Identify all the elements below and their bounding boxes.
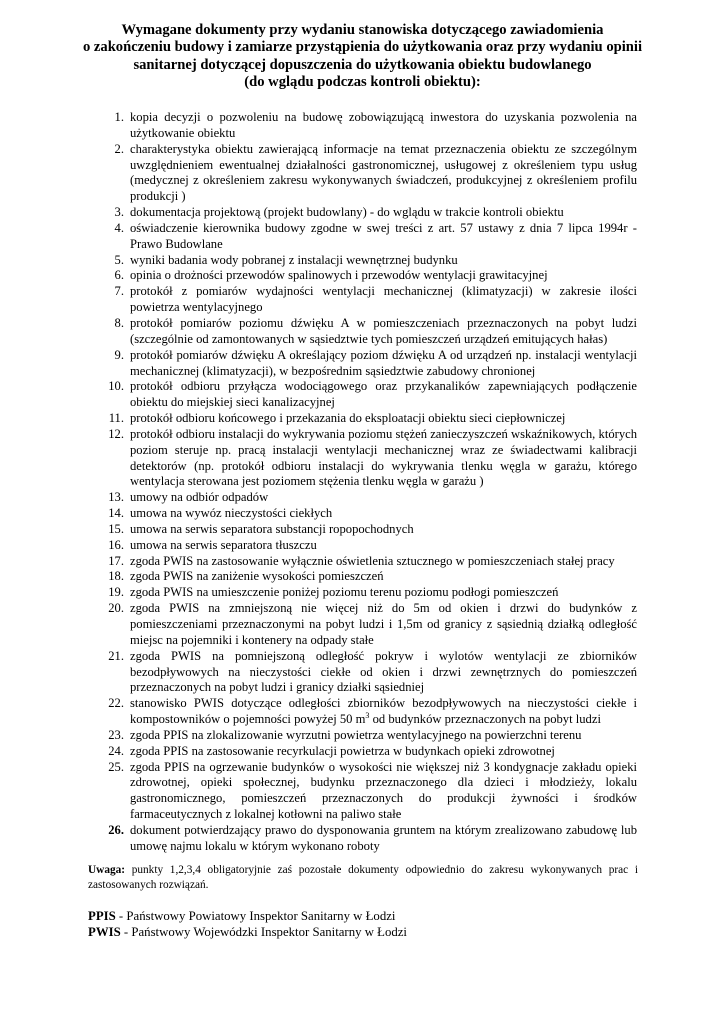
item-text: protokół pomiarów dźwięku A określający poziom dźwięku A od urządzeń np. instalacji wentylacji mechanicznej (klimatyzacji), w bezpośrednim sąsiedztwie zabudowy chronionej (130, 347, 637, 378)
list-item (0, 569, 637, 585)
list-item (0, 205, 637, 221)
item-number: 6. (114, 268, 124, 283)
item-text: zgoda PWIS na pomniejszoną odległość pokryw i wylotów wentylacji ze zbiorników bezodpływowych na nieczystości ciekłe od okien i drzwi zewnętrznych do pomieszczeń przeznaczonych na pobyt ludzi i granicy działki sąsiedniej (130, 648, 637, 695)
list-item (0, 284, 637, 316)
item-text: zgoda PWIS na zaniżenie wysokości pomieszczeń (130, 569, 384, 584)
item-text: dokumentacja projektową (projekt budowlany) - do wglądu w trakcie kontroli obiektu (130, 205, 564, 220)
item-text: zgoda PPIS na zlokalizowanie wyrzutni powietrza wentylacyjnego na powierzchni terenu (130, 727, 582, 742)
item-number: 21. (108, 648, 124, 663)
list-item (0, 522, 637, 538)
legend-desc: - Państwowy Powiatowy Inspektor Sanitarny w Łodzi (115, 909, 396, 923)
item-text: protokół odbioru instalacji do wykrywania poziomu stężeń zanieczyszczeń wskaźnikowych, których poziom steruje np. pracą instalacji wentylacji mechanicznej wraz ze świadectwami kalibracji detektorów (np. protokół odbioru instalacji do wykrywania tlenku węgla w garażu, którego wentylacja sterowana jest poziomem stężenia tlenku węgla w garażu ) (130, 426, 637, 489)
item-number: 9. (114, 347, 124, 362)
item-text: umowy na odbiór odpadów (130, 490, 269, 505)
list-item (0, 506, 637, 522)
list-item (0, 348, 637, 380)
item-text: protokół z pomiarów wydajności wentylacji mechanicznej (klimatyzacji) w zakresie ilości powietrza wentylacyjnego (130, 284, 637, 315)
item-text: zgoda PPIS na ogrzewanie budynków o wysokości nie większej niż 3 kondygnacje zakładu opieki zdrowotnej, opieki społecznej, budynku przeznaczonego dla dzieci i młodzieży, lokalu gastronomicznego, pomieszczeń przeznaczonych do produkcji żywności i środków farmaceutycznych z lokalnej kotłowni na paliwo stałe (130, 759, 637, 822)
item-number: 19. (108, 585, 124, 600)
list-item (0, 411, 637, 427)
item-text: protokół odbioru przyłącza wodociągowego oraz przykanalików zapewniających podłączenie obiektu do miejskiej sieci kanalizacyjnej (130, 379, 637, 410)
note-label: Uwaga: (88, 864, 126, 876)
item-number: 1. (114, 110, 124, 124)
list-item (0, 744, 637, 760)
item-text: oświadczenie kierownika budowy zgodne w swej treści z art. 57 ustawy z dnia 7 lipca 1994r - Prawo Budowlane (130, 220, 637, 251)
list-item (0, 554, 637, 570)
list-item (0, 490, 637, 506)
item-number: 2. (114, 141, 124, 156)
item-text: wyniki badania wody pobranej z instalacji wewnętrznej budynku (130, 252, 458, 267)
abbreviations-legend (88, 908, 407, 940)
page-title (60, 22, 665, 92)
item-number: 4. (114, 220, 124, 235)
item-number: 10. (108, 379, 124, 394)
item-text: charakterystyka obiektu zawierającą informacje na temat przeznaczenia obiektu ze szczególnym uwzględnieniem ewentualnej działalności gastronomicznej, usługowej z określeniem typu usług (medycznej z określeniem zakresu wykonywanych świadczeń, produkcyjnej z określeniem profilu produkcji ) (130, 141, 637, 204)
list-item (0, 427, 637, 490)
item-text-part: stanowisko PWIS dotyczące odległości zbiorników bezodpływowych na nieczystości ciekłe i kompostowników o pojemności powyżej 50 m (130, 696, 637, 727)
item-number: 18. (108, 569, 124, 584)
legend-entry (88, 924, 407, 940)
list-item (0, 379, 637, 411)
required-documents-list (0, 110, 725, 855)
item-number: 24. (108, 743, 124, 758)
title-line-3: sanitarnej dotyczącej dopuszczenia do użytkowania obiektu budowlanego (133, 56, 592, 73)
item-number: 11. (108, 411, 124, 426)
item-number: 22. (108, 696, 124, 711)
item-text: umowa na serwis separatora substancji ropopochodnych (130, 521, 414, 536)
item-text: protokół odbioru końcowego i przekazania do eksploatacji obiektu sieci ciepłowniczej (130, 411, 566, 426)
title-line-2: o zakończeniu budowy i zamiarze przystąpienia do użytkowania oraz przy wydaniu opinii (82, 39, 643, 56)
list-item (0, 823, 637, 855)
list-item (0, 253, 637, 269)
item-number: 3. (114, 205, 124, 220)
title-line-4: (do wglądu podczas kontroli obiektu): (244, 74, 481, 91)
item-text: kopia decyzji o pozwoleniu na budowę zobowiązującą inwestora do uzyskania pozwolenia na użytkowanie obiektu (130, 110, 637, 140)
legend-abbr: PWIS (88, 925, 121, 939)
item-text: umowa na serwis separatora tłuszczu (130, 537, 317, 552)
item-text: zgoda PWIS na umieszczenie poniżej poziomu terenu poziomu podłogi pomieszczeń (130, 585, 559, 600)
superscript: 3 (365, 710, 370, 720)
list-item (0, 728, 637, 744)
note-text: punkty 1,2,3,4 obligatoryjnie zaś pozostałe dokumenty odpowiednio do zakresu wykonywanych prac i zastosowanych rozwiązań. (88, 864, 638, 891)
list-item (0, 110, 637, 142)
item-number: 20. (108, 601, 124, 616)
item-text: zgoda PWIS na zmniejszoną nie więcej niż do 5m od okien i drzwi do budynków z pomieszczeniami przeznaczonymi na pobyt ludzi i 1,5m od granicy z sąsiednią działką odległość miejsc na pojemniki i kontenery na odpady stałe (130, 601, 637, 647)
legend-entry (88, 908, 407, 924)
item-number: 5. (114, 252, 124, 267)
item-text: umowa na wywóz nieczystości ciekłych (130, 506, 333, 521)
item-number: 8. (114, 315, 124, 330)
list-item (0, 268, 637, 284)
note (88, 863, 638, 892)
item-number: 15. (108, 521, 124, 536)
list-item (0, 142, 637, 205)
item-number: 14. (108, 506, 124, 521)
item-number: 26. (108, 822, 124, 837)
legend-abbr: PPIS (88, 909, 116, 923)
item-text (130, 696, 637, 726)
item-text: zgoda PPIS na zastosowanie recyrkulacji powietrza w budynkach opieki zdrowotnej (130, 743, 555, 758)
list-item (0, 538, 637, 554)
list-item (0, 649, 637, 697)
list-item (0, 601, 637, 649)
item-number: 17. (108, 553, 124, 568)
legend-desc: - Państwowy Wojewódzki Inspektor Sanitarny w Łodzi (120, 925, 407, 939)
list-item (0, 585, 637, 601)
item-number: 13. (108, 490, 124, 505)
list-item (0, 316, 637, 348)
item-number: 23. (108, 727, 124, 742)
item-number: 7. (114, 284, 124, 299)
list-item (0, 696, 637, 728)
item-text-part: od budynków przeznaczonych na pobyt ludzi (369, 712, 601, 727)
list-item (0, 221, 637, 253)
item-number: 16. (108, 537, 124, 552)
item-number: 12. (108, 426, 124, 441)
item-number: 25. (108, 759, 124, 774)
list-item (0, 760, 637, 823)
item-text: dokument potwierdzający prawo do dysponowania gruntem na którym zrealizowano zabudowę lub umowę najmu lokalu w którym wykonano roboty (130, 822, 637, 853)
item-text: zgoda PWIS na zastosowanie wyłącznie oświetlenia sztucznego w pomieszczeniach stałej pracy (130, 553, 615, 568)
item-text: opinia o drożności przewodów spalinowych i przewodów wentylacji grawitacyjnej (130, 268, 548, 283)
item-text: protokół pomiarów poziomu dźwięku A w pomieszczeniach przeznaczonych na pobyt ludzi (szczególnie od zamontowanych w sąsiedztwie tych pomieszczeń urządzeń emitujących hałas) (130, 315, 637, 346)
title-line-1: Wymagane dokumenty przy wydaniu stanowiska dotyczącego zawiadomienia (121, 22, 604, 38)
